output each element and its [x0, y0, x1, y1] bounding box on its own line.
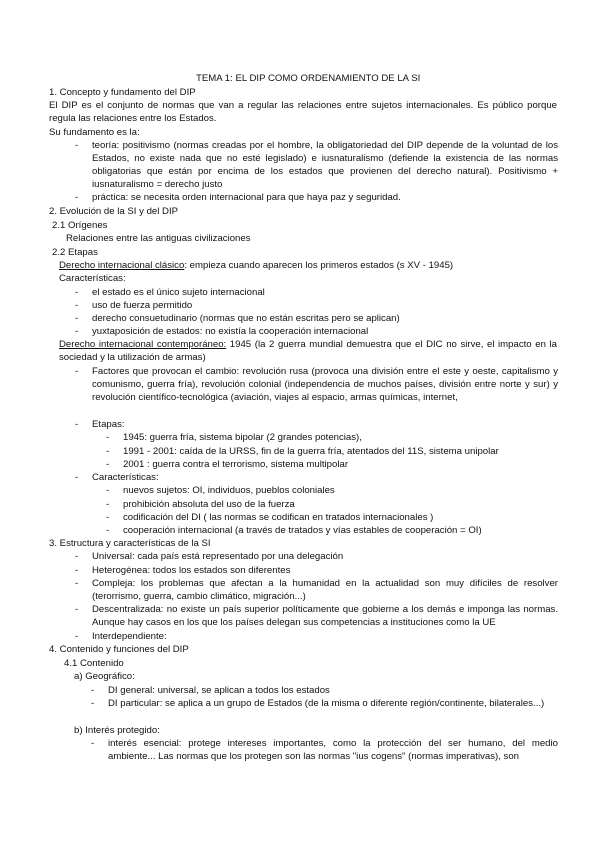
clasico-text: : empieza cuando aparecen los primeros estados (s XV - 1945) — [184, 260, 454, 271]
caracteristicas-2-label: Características: — [92, 472, 159, 483]
bullet-dash: - — [75, 140, 79, 151]
bullet-dash: - — [106, 485, 110, 496]
bullet-dash: - — [75, 313, 79, 324]
bullet-dash: - — [106, 432, 110, 443]
bullet-dash: - — [75, 578, 79, 589]
clasico-line — [59, 260, 453, 273]
list-item: nuevos sujetos: OI, individuos, pueblos coloniales — [123, 485, 335, 496]
bullet-dash: - — [75, 631, 79, 642]
list-item: Descentralizada: no existe un país superior políticamente que gobierne a los demás e imponga las normas. Aunque hay casos en los que los países delegan sus competencias a instituciones como la UE — [92, 604, 558, 628]
list-item: 1991 - 2001: caída de la URSS, fin de la guerra fría, atentados del 11S, sistema unipolar — [123, 446, 499, 457]
bullet-dash: - — [75, 472, 79, 483]
subsection-2-2: 2.2 Etapas — [52, 247, 98, 258]
factores-text: Factores que provocan el cambio: revolución rusa (provoca una división entre el este y oeste, capitalismo y comunismo, guerra fría), revolución colonial (independencia de muchos países, división entre norte y sur) y revolución científico-tecnológica (aviación, viajes al espacio, armas químicas, internet, — [92, 366, 558, 403]
list-item: Interdependiente: — [92, 631, 167, 642]
bullet-dash: - — [91, 738, 95, 749]
list-item: interés esencial: protege intereses importantes, como la protección del ser humano, del medio ambiente... Las normas que los protegen son las normas "ius cogens" (normas imperativas), son — [108, 738, 558, 762]
bullet-dash: - — [106, 459, 110, 470]
bullet-dash: - — [75, 551, 79, 562]
bullet-dash: - — [106, 499, 110, 510]
list-item: prohibición absoluta del uso de la fuerza — [123, 499, 295, 510]
clasico-title: Derecho internacional clásico — [59, 260, 185, 271]
contemporaneo-text: 1945 (la 2 guerra mundial demuestra que el DIC no sirve, el impacto en la sociedad y la utilización de armas) — [59, 339, 557, 363]
list-item: Compleja: los problemas que afectan a la humanidad en la actualidad son muy difíciles de resolver (terorrismo, guerra, cambio climático, migración...) — [92, 578, 558, 602]
bullet-dash: - — [75, 192, 79, 203]
bullet-dash: - — [75, 366, 79, 377]
bullet-dash: - — [75, 419, 79, 430]
section-1-intro: El DIP es el conjunto de normas que van a regular las relaciones entre sujetos internacionales. Es público porque regula las relaciones entre los Estados. — [49, 100, 557, 124]
bullet-dash: - — [75, 326, 79, 337]
list-item: cooperación internacional (a través de tratados y vías estables de cooperación = OI) — [123, 525, 482, 536]
bullet-dash: - — [75, 565, 79, 576]
contemporaneo-title: Derecho internacional contemporáneo: — [59, 339, 227, 350]
fundamento-label: Su fundamento es la: — [49, 127, 140, 138]
origenes-text: Relaciones entre las antiguas civilizaciones — [66, 233, 251, 244]
bullet-dash: - — [75, 604, 79, 615]
section-1-heading: 1. Concepto y fundamento del DIP — [49, 87, 196, 98]
practica-text: práctica: se necesita orden internacional para que haya paz y seguridad. — [92, 192, 401, 203]
list-item: DI particular: se aplica a un grupo de Estados (de la misma o diferente región/continente, bilaterales...) — [108, 698, 545, 709]
list-item: derecho consuetudinario (normas que no están escritas pero se aplican) — [92, 313, 400, 324]
document-title: TEMA 1: EL DIP COMO ORDENAMIENTO DE LA SI — [196, 73, 421, 84]
list-item: codificación del DI ( las normas se codifican en tratados internacionales ) — [123, 512, 434, 523]
caracteristicas-label: Características: — [59, 273, 126, 284]
section-2-heading: 2. Evolución de la SI y del DIP — [49, 206, 179, 217]
bullet-dash: - — [106, 525, 110, 536]
list-item: DI general: universal, se aplican a todos los estados — [108, 685, 330, 696]
bullet-dash: - — [91, 685, 95, 696]
list-item: yuxtaposición de estados: no existía la cooperación internacional — [92, 326, 369, 337]
section-3-heading: 3. Estructura y características de la SI — [49, 538, 211, 549]
list-item: uso de fuerza permitido — [92, 300, 193, 311]
bullet-dash: - — [91, 698, 95, 709]
section-4-heading: 4. Contenido y funciones del DIP — [49, 644, 189, 655]
list-item: el estado es el único sujeto internacional — [92, 287, 265, 298]
list-item: Heterogénea: todos los estados son diferentes — [92, 565, 291, 576]
subsection-2-1: 2.1 Orígenes — [52, 220, 108, 231]
teoria-text: teoría: positivismo (normas creadas por el hombre, la obligatoriedad del DIP depende de la voluntad de los Estados, no existe nada que no esté legislado) e iusnaturalismo (defiende la existencia de las normas obligatorias que están por encima de los estados que provienen del derecho natural). Positivismo + iusnaturalismo = derecho justo — [92, 140, 558, 190]
subsection-4-1: 4.1 Contenido — [64, 658, 124, 669]
list-item: 2001 : guerra contra el terrorismo, sistema multipolar — [123, 459, 349, 470]
item-b-interes: b) Interés protegido: — [74, 725, 160, 736]
item-a-geografico: a) Geográfico: — [74, 671, 135, 682]
contemporaneo-paragraph — [59, 339, 557, 365]
bullet-dash: - — [106, 446, 110, 457]
list-item: 1945: guerra fría, sistema bipolar (2 grandes potencias), — [123, 432, 362, 443]
bullet-dash: - — [106, 512, 110, 523]
list-item: Universal: cada país está representado por una delegación — [92, 551, 344, 562]
bullet-dash: - — [75, 287, 79, 298]
etapas-label: Etapas: — [92, 419, 125, 430]
bullet-dash: - — [75, 300, 79, 311]
